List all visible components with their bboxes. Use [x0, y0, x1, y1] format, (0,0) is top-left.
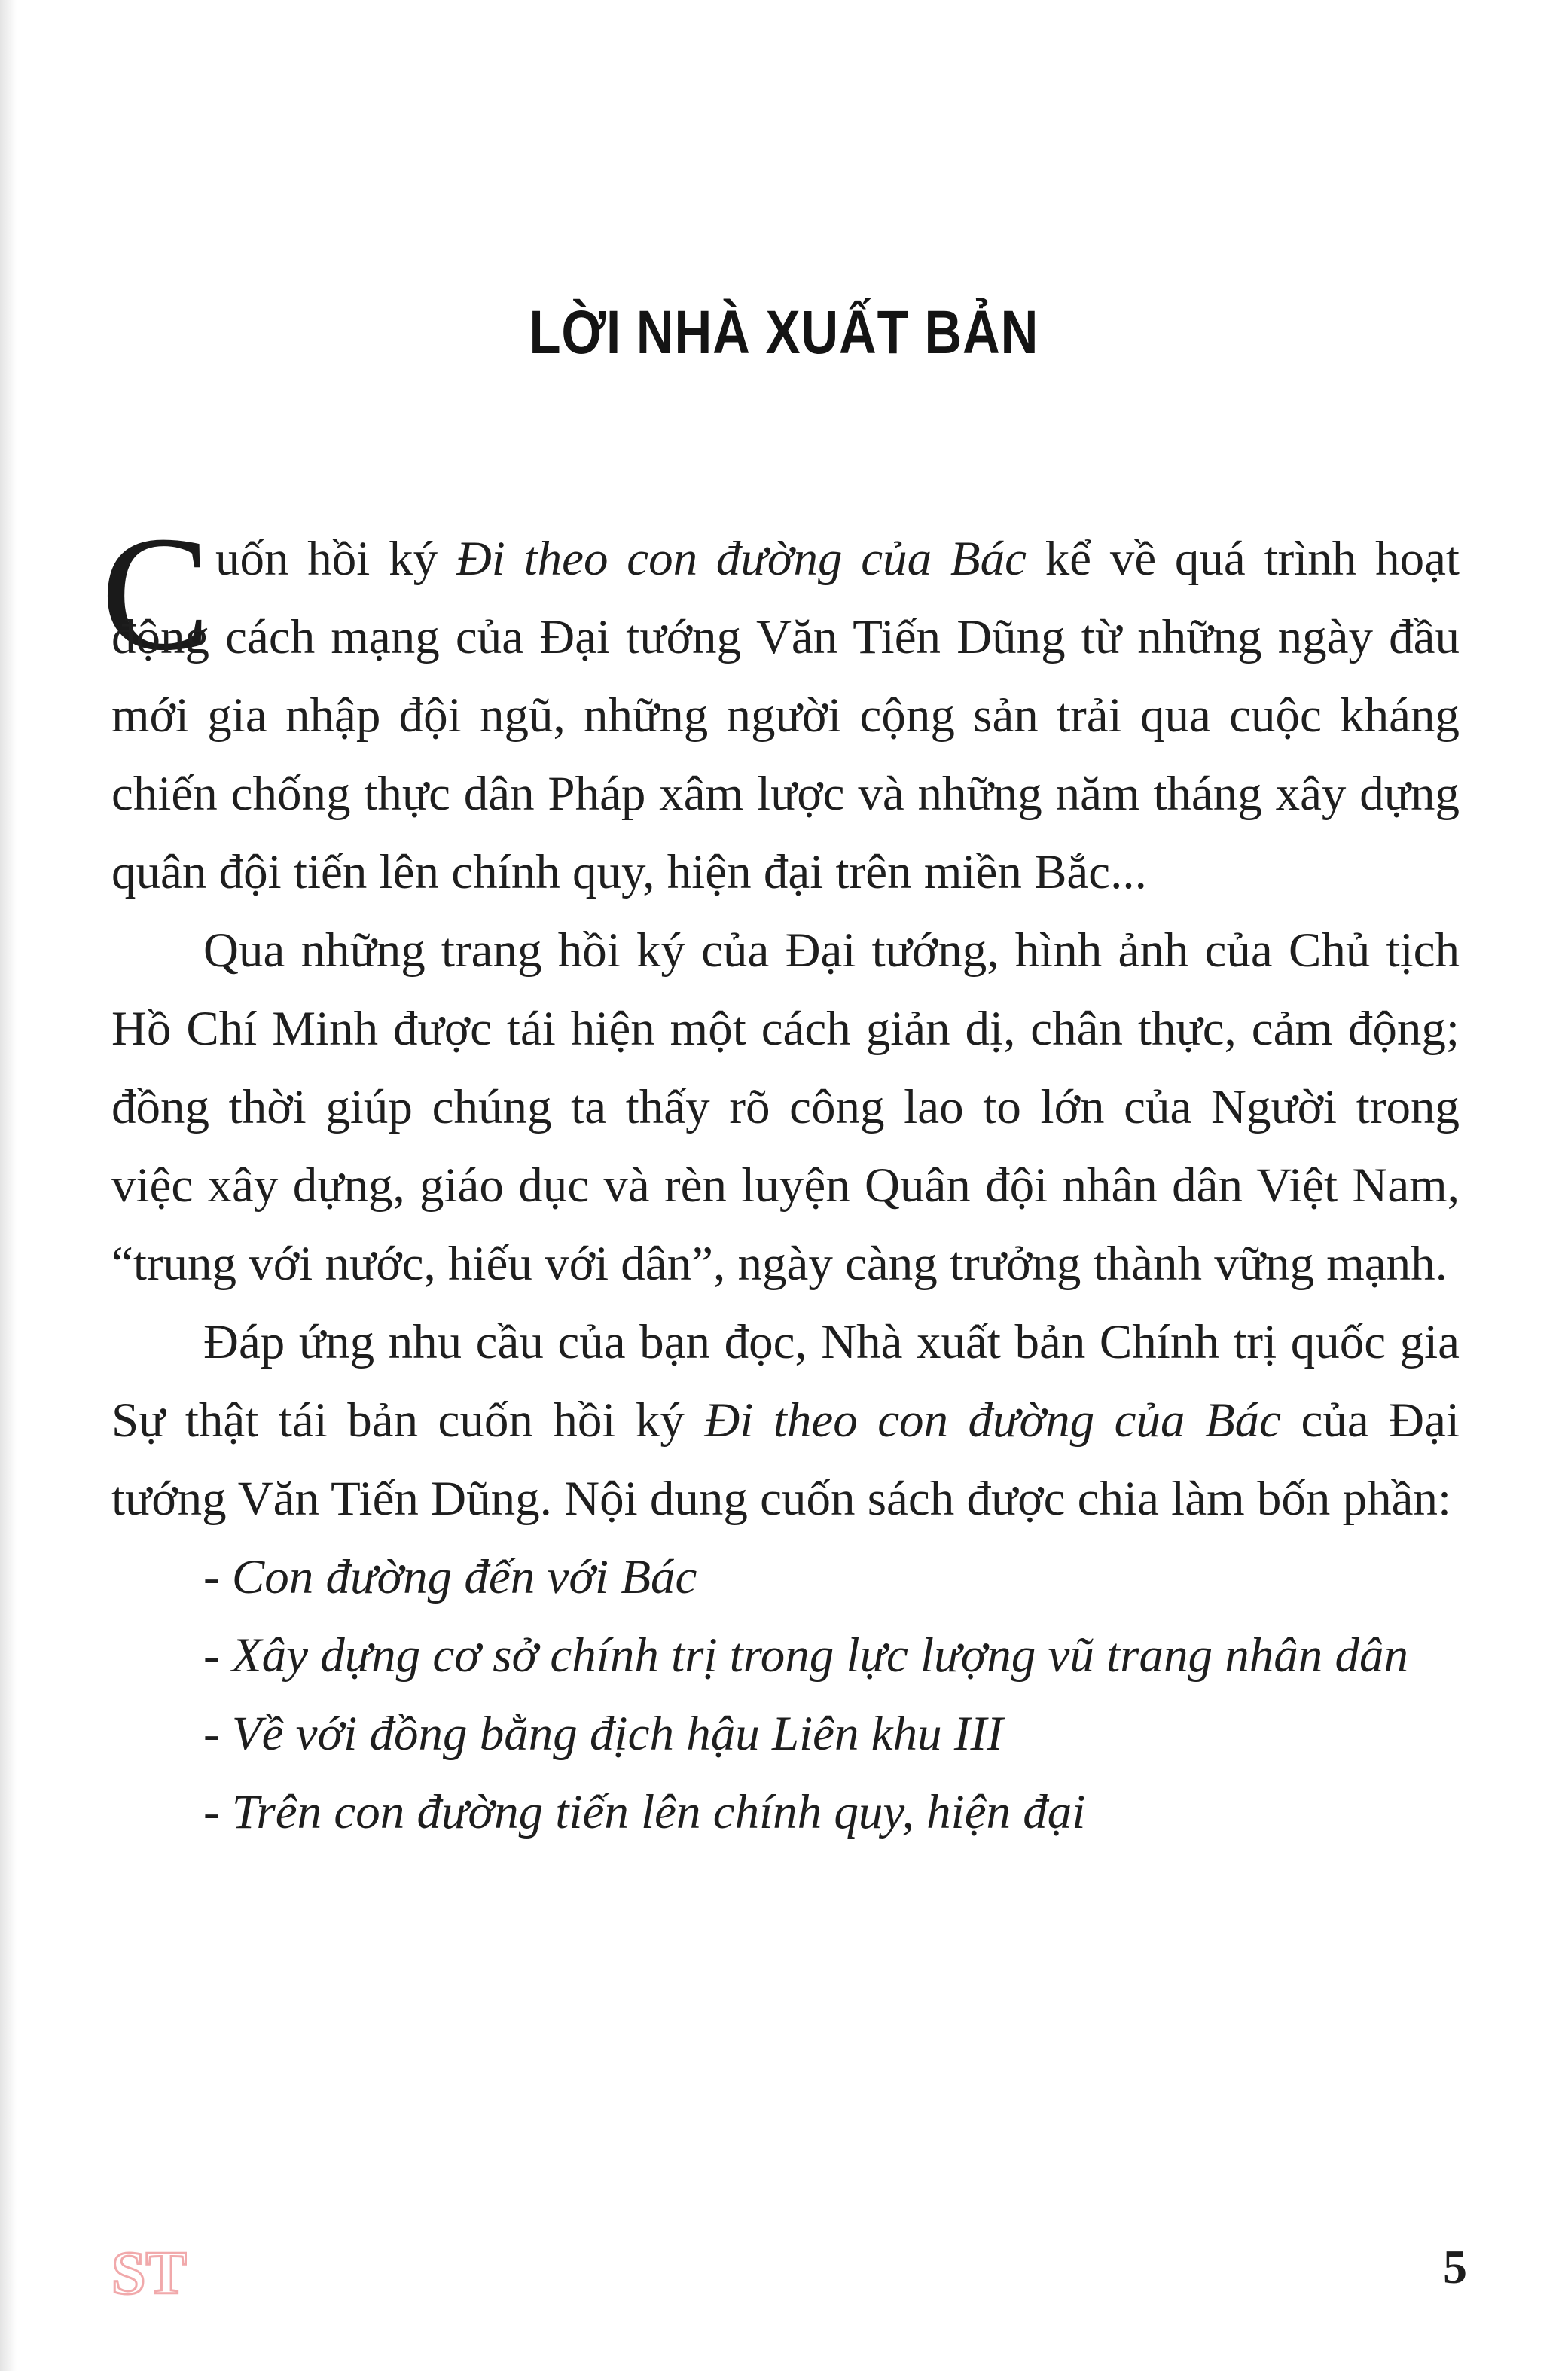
part-item-3: - Về với đồng bằng địch hậu Liên khu III — [203, 1707, 1003, 1761]
intro-text-continue: kể về quá trình — [1026, 532, 1357, 586]
book-title-ref: Đi theo con đường của Bác — [456, 532, 1027, 586]
paragraph-publisher — [111, 1303, 1460, 1538]
publisher-logo-icon — [111, 2229, 187, 2312]
page-number: 5 — [1443, 2240, 1467, 2293]
intro-text-start: uốn hồi ký — [215, 532, 456, 586]
part-item-2: - Xây dựng cơ sở chính trị trong lực lượng vũ trang nhân dân — [203, 1628, 1408, 1683]
page-edge-shadow — [0, 0, 17, 2371]
paragraph-ho-chi-minh: Qua những trang hồi ký của Đại tướng, hình ảnh của Chủ tịch Hồ Chí Minh được tái hiện một cách giản dị, chân thực, cảm động; đồng thời giúp chúng ta thấy rõ công lao to lớn của Người trong việc xây dựng, giáo dục và rèn luyện Quân đội nhân dân Việt Nam, “trung với nước, hiếu với dân”, ngày càng trưởng thành vững mạnh. — [111, 923, 1460, 1291]
part-item-1: - Con đường đến với Bác — [203, 1550, 697, 1604]
body-text — [111, 520, 1460, 1851]
publisher-logo-text: ST — [111, 2238, 187, 2307]
intro-paragraph — [111, 520, 1460, 911]
book-title-ref-2: Đi theo con đường của Bác — [704, 1393, 1282, 1448]
page-heading: LỜI NHÀ XUẤT BẢN — [529, 298, 1039, 367]
part-item-4: - Trên con đường tiến lên chính quy, hiện đại — [203, 1785, 1086, 1839]
publisher-text-end: của Đại tướng Văn Tiến Dũng. Nội dung cuốn sách được chia làm bốn phần: — [111, 1393, 1460, 1526]
publisher-text-start: Đáp ứng nhu cầu của bạn đọc, Nhà xuất bản Chính trị quốc gia Sự thật tái bản cuốn hồi ký — [111, 1315, 1460, 1448]
intro-text-rest: hoạt động cách mạng của Đại tướng Văn Tiến Dũng từ những ngày đầu mới gia nhập đội ngũ, những người cộng sản trải qua cuộc kháng chiến chống thực dân Pháp xâm lược và những năm tháng xây dựng quân đội tiến lên chính quy, hiện đại trên miền Bắc... — [111, 532, 1460, 899]
drop-cap-letter: C — [101, 503, 211, 685]
